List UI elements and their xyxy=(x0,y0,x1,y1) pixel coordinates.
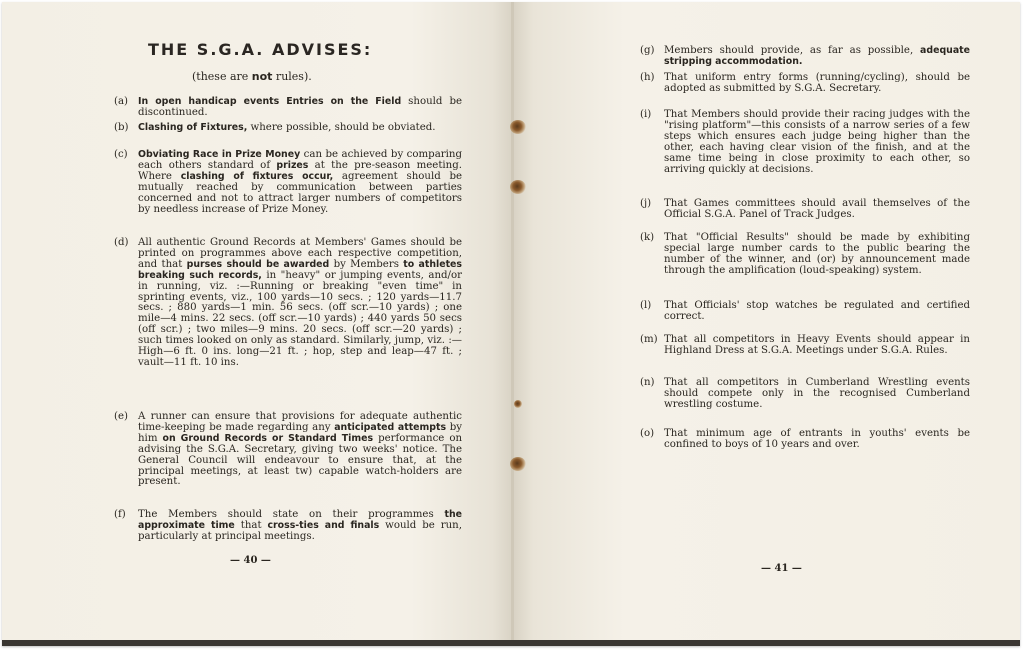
emphasis-text: adequate stripping accommodation. xyxy=(664,45,970,67)
emphasis-text: Clashing of Fixtures, xyxy=(138,122,248,133)
emphasis-text: In open handicap events xyxy=(138,96,287,107)
body-text: The Members should state on their programmes xyxy=(138,509,445,520)
emphasis-text: anticipated attempts xyxy=(334,421,447,433)
advice-item-l: (l) That Officials' stop watches be regulated and certified correct. xyxy=(640,300,970,322)
advice-item-j: (j) That Games committees should avail themselves of the Official S.G.A. Panel of Track Judges. xyxy=(640,198,970,220)
advice-item-f: (f) The Members should state on their programmes the approximate time that cross-ties and finals would be run, particularly at principal meetings. xyxy=(114,509,462,542)
body-text: That Games committees should avail themselves of the Official S.G.A. Panel of Track Judges. xyxy=(664,198,970,220)
advice-item-i: (i) That Members should provide their racing judges with the "rising platform"—this consists of a narrow series of a few steps which ensures each judge being higher than the other, each having clear vision of the finish, and at the same time being in close proximity to each other, so arriving quickly at decisions. xyxy=(640,109,970,175)
advice-item-b: (b) Clashing of Fixtures, where possible, should be obviated. xyxy=(114,122,436,133)
emphasis-text: Obviating Race in Prize Money xyxy=(138,149,301,160)
body-text: where possible, should be obviated. xyxy=(247,122,436,133)
emphasis-text: clashing of fixtures occur, xyxy=(180,170,334,182)
emphasis-text: Entries on the Field xyxy=(286,96,402,107)
body-text: by Members xyxy=(329,258,404,270)
advice-item-g: (g) Members should provide, as far as possible, adequate stripping accommodation. xyxy=(640,45,970,67)
body-text: That Members should provide their racing judges with the "rising platform"—this consists of a narrow series of a few steps which ensures each judge being higher than the other, each having clear vision of the finish, and at the same time being in close proximity to each other, so arriving quickly at decisions. xyxy=(664,109,970,175)
body-text: All authentic Ground Records at Members' Games should be printed on programmes above each respective competition, and that xyxy=(138,237,462,270)
rust-stain-mark xyxy=(510,457,526,471)
advice-item-c: (c) Obviating Race in Prize Money can be achieved by comparing each others standard of prizes at the pre-season meeting. Where clashing of fixtures occur, agreement should be mutually reached by communication between parties concerned and not to attract larger numbers of competitors by needless increase of Prize Money. xyxy=(114,149,462,215)
body-text: That all competitors in Heavy Events should appear in Highland Dress at S.G.A. Meetings under S.G.A. Rules. xyxy=(664,334,970,356)
body-text: by him xyxy=(138,421,462,444)
advice-item-k: (k) That "Official Results" should be made by exhibiting special large number cards to the public bearing the number of the winner, and (or) by announcement made through the amplification (loud-speaking) system. xyxy=(640,232,970,276)
advice-item-h: (h) That uniform entry forms (running/cycling), should be adopted as submitted by S.G.A. Secretary. xyxy=(640,72,970,94)
emphasis-text: to athletes breaking such records, xyxy=(138,258,462,281)
emphasis-text: prizes xyxy=(276,159,309,171)
body-text: should be discontinued. xyxy=(138,96,462,118)
body-text: performance on advising the S.G.A. Secretary, giving two weeks' notice. The General Council will endeavour to ensure that, at the principal meetings, at least tw) capable watch-holders are present. xyxy=(138,432,463,488)
page-subtitle: (these are not rules). xyxy=(192,70,312,83)
body-text: Members should provide, as far as possible, xyxy=(664,45,921,56)
advice-item-o: (o) That minimum age of entrants in youths' events be confined to boys of 10 years and over. xyxy=(640,428,970,450)
right-page xyxy=(513,2,1020,640)
advice-item-e: (e) A runner can ensure that provisions for adequate authentic time-keeping be made regarding any anticipated attempts by him on Ground Records or Standard Times performance on advising the S.G.A. Secretary, giving two weeks' notice. The General Council will endeavour to ensure that, at the principal meetings, at least tw) capable watch-holders are present. xyxy=(114,411,463,488)
body-text: at the pre-season meeting. Where xyxy=(138,159,462,182)
body-text: A runner can ensure that provisions for adequate authentic time-keeping be made regarding any xyxy=(138,411,462,433)
page-number: — 40 — xyxy=(230,555,271,566)
page-number: — 41 — xyxy=(761,563,802,574)
emphasis-text: cross-ties and finals xyxy=(267,519,380,531)
emphasis-text: the approximate time xyxy=(138,509,462,531)
emphasis-text: on Ground Records or Standard Times xyxy=(162,432,374,444)
body-text: that xyxy=(234,519,268,531)
body-text: can be achieved by comparing each others standard of xyxy=(138,149,462,171)
left-page xyxy=(2,2,513,640)
advice-item-n: (n) That all competitors in Cumberland Wrestling events should compete only in the recognised Cumberland wrestling costume. xyxy=(640,377,970,410)
emphasis-text: purses should be awarded xyxy=(186,258,330,270)
binding-gutter xyxy=(511,2,514,640)
page-title: THE S.G.A. ADVISES: xyxy=(148,40,373,59)
rust-stain-mark xyxy=(510,120,526,134)
advice-item-d: (d) All authentic Ground Records at Members' Games should be printed on programmes above each respective competition, and that purses should be awarded by Members to athletes breaking such records, in "heavy" or jumping events, and/or in running, viz. :—Running or breaking "even time" in sprinting events, viz., 100 yards—10 secs. ; 120 yards—11.7 secs. ; 880 yards—1 min. 56 secs. (off scr.—10 yards) ; one mile—4 mins. 22 secs. (off scr.—10 yards) ; 440 yards 50 secs (off scr.) ; two miles—9 mins. 20 secs. (off scr.—20 yards) ; such times looked on only as standard. Similarly, jump, viz. :—High—6 ft. 0 ins. long—21 ft. ; hop, step and leap—47 ft. ; vault—11 ft. 10 ins. xyxy=(114,237,462,368)
body-text: That Officials' stop watches be regulated and certified correct. xyxy=(664,300,970,322)
body-text: That uniform entry forms (running/cycling), should be adopted as submitted by S.G.A. Secretary. xyxy=(664,72,970,94)
advice-item-a: (a) In open handicap events Entries on the Field should be discontinued. xyxy=(114,96,462,118)
body-text: would be run, particularly at principal meetings. xyxy=(138,519,462,542)
booklet-spread xyxy=(2,2,1020,646)
body-text: in "heavy" or jumping events, and/or in running, viz. :—Running or breaking "even time" in sprinting events, viz., 100 yards—10 secs. ; 120 yards—11.7 secs. ; 880 yards—1 min. 56 secs. (off scr.—10 yards) ; one mile—4 mins. 22 secs. (off scr.—10 yards) ; 440 yards 50 secs (off scr.) ; two miles—9 mins. 20 secs. (off scr.—20 yards) ; such times looked on only as standard. Similarly, jump, viz. :—High—6 ft. 0 ins. long—21 ft. ; hop, step and leap—47 ft. ; vault—11 ft. 10 ins. xyxy=(138,269,462,368)
body-text: agreement should be mutually reached by communication between parties concerned and not to attract larger numbers of competitors by needless increase of Prize Money. xyxy=(138,170,462,215)
body-text: That minimum age of entrants in youths' events be confined to boys of 10 years and over. xyxy=(664,428,970,450)
rust-stain-mark xyxy=(510,180,526,194)
body-text: That all competitors in Cumberland Wrestling events should compete only in the recognised Cumberland wrestling costume. xyxy=(664,377,970,410)
body-text: That "Official Results" should be made by exhibiting special large number cards to the public bearing the number of the winner, and (or) by announcement made through the amplification (loud-speaking) system. xyxy=(664,232,970,276)
advice-item-m: (m) That all competitors in Heavy Events should appear in Highland Dress at S.G.A. Meetings under S.G.A. Rules. xyxy=(640,334,970,356)
rust-stain-mark xyxy=(514,400,522,408)
